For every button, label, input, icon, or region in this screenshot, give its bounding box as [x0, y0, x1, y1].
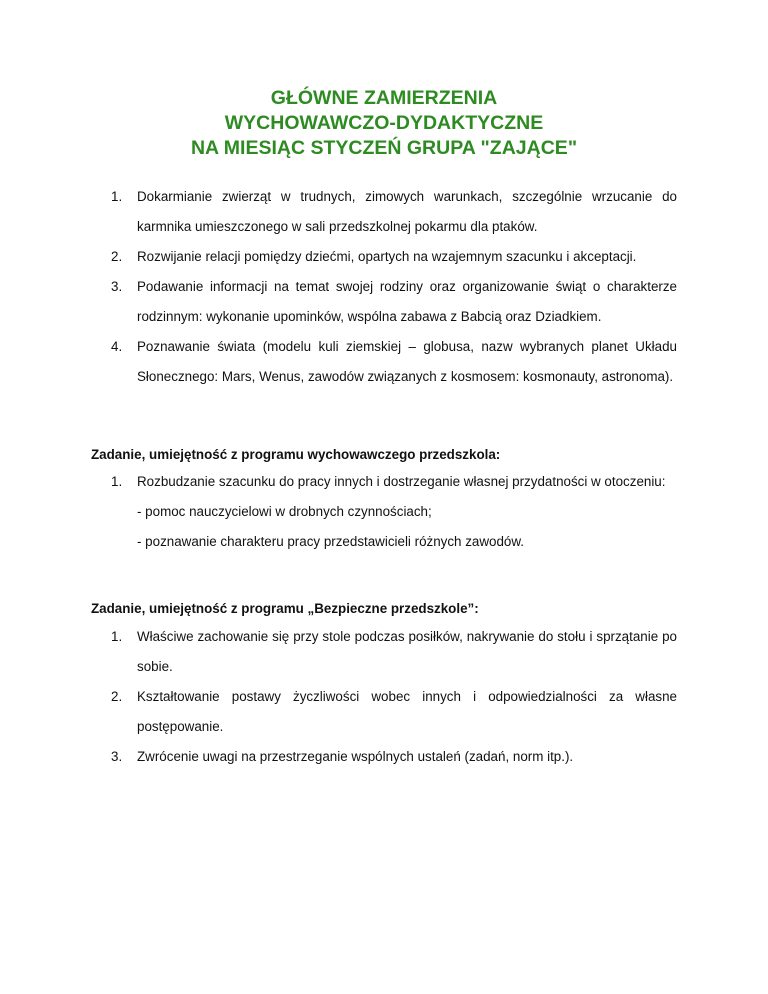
- section-heading-safety: Zadanie, umiejętność z programu „Bezpieczne przedszkole”:: [91, 601, 479, 616]
- list-item: [111, 622, 677, 682]
- item-text: Zwrócenie uwagi na przestrzeganie wspólnych ustaleń (zadań, norm itp.).: [137, 749, 574, 764]
- list-item: [111, 272, 677, 332]
- title-line-1: GŁÓWNE ZAMIERZENIA: [270, 87, 498, 109]
- section-heading-program: Zadanie, umiejętność z programu wychowawczego przedszkola:: [91, 447, 501, 462]
- list-item: [111, 467, 677, 557]
- item-number: 1.: [111, 189, 123, 204]
- item-number: 3.: [111, 279, 123, 294]
- safety-list: [111, 622, 677, 772]
- item-text: Kształtowanie postawy życzliwości wobec innych i odpowiedzialności za własne postępowanie.: [137, 689, 677, 734]
- title-line-3: NA MIESIĄC STYCZEŃ GRUPA "ZAJĄCE": [190, 137, 578, 159]
- item-text: Rozbudzanie szacunku do pracy innych i dostrzeganie własnej przydatności w otoczeniu:: [137, 474, 666, 489]
- item-number: 3.: [111, 749, 123, 764]
- item-text: Właściwe zachowanie się przy stole podczas posiłków, nakrywanie do stołu i sprzątanie po sobie.: [137, 629, 677, 674]
- item-text: Poznawanie świata (modelu kuli ziemskiej – globusa, nazw wybranych planet Układu Słonecznego: Mars, Wenus, zawodów związanych z kosmosem: kosmonauty, astronoma).: [137, 339, 677, 384]
- item-text: Podawanie informacji na temat swojej rodziny oraz organizowanie świąt o charakterze rodzinnym: wykonanie upominków, wspólna zabawa z Babcią oraz Dziadkiem.: [137, 279, 677, 324]
- list-item: [111, 332, 677, 392]
- item-number: 4.: [111, 339, 123, 354]
- list-item: [111, 682, 677, 742]
- list-item: [111, 742, 677, 772]
- goals-list: [111, 182, 677, 392]
- list-item: [111, 182, 677, 242]
- program-list: [111, 467, 677, 557]
- item-number: 1.: [111, 629, 123, 644]
- sub-item: - poznawanie charakteru pracy przedstawicieli różnych zawodów.: [137, 534, 525, 549]
- list-item: [111, 242, 677, 272]
- item-text: Rozwijanie relacji pomiędzy dziećmi, opartych na wzajemnym szacunku i akceptacji.: [137, 249, 637, 264]
- item-number: 2.: [111, 249, 123, 264]
- item-text: Dokarmianie zwierząt w trudnych, zimowych warunkach, szczególnie wrzucanie do karmnika umieszczonego w sali przedszkolnej pokarmu dla ptaków.: [137, 189, 677, 234]
- item-number: 1.: [111, 474, 123, 489]
- item-number: 2.: [111, 689, 123, 704]
- title-line-2: WYCHOWAWCZO-DYDAKTYCZNE: [224, 112, 544, 134]
- page-title: [0, 86, 768, 161]
- sub-item: - pomoc nauczycielowi w drobnych czynnościach;: [137, 504, 432, 519]
